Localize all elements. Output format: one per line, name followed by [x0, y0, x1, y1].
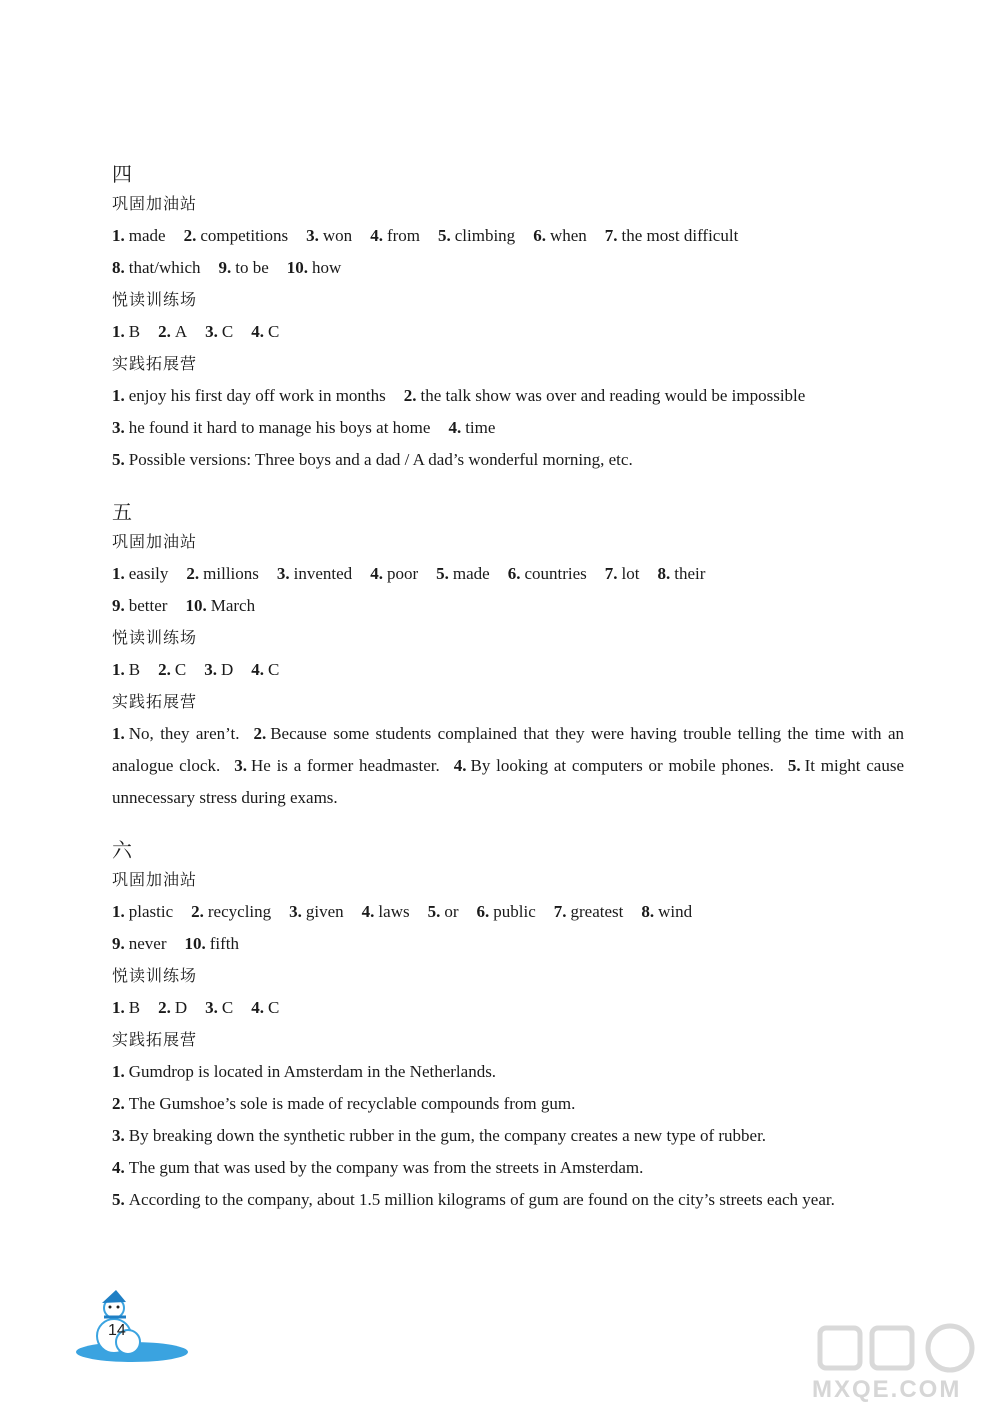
answer-number: 3.	[289, 902, 302, 921]
answer-number: 5.	[112, 450, 125, 469]
answer-number: 8.	[641, 902, 655, 921]
answer-number: 1.	[112, 902, 125, 921]
answer-text: given	[305, 902, 344, 921]
subsection-label: 实践拓展营	[112, 692, 198, 711]
answer-text: he found it hard to manage his boys at home	[128, 418, 431, 437]
answer-text: March	[210, 596, 256, 615]
answer-text: to be	[235, 258, 269, 277]
answer-item	[184, 220, 289, 252]
answer-number: 4.	[251, 660, 264, 679]
answer-item	[204, 654, 233, 686]
answer-number: 4.	[112, 1158, 125, 1177]
answer-item	[112, 992, 140, 1024]
answer-text: never	[128, 934, 167, 953]
answer-item	[112, 412, 430, 444]
answer-number: 10.	[185, 596, 207, 615]
answer-text: The gum that was used by the company was from the streets in Amsterdam.	[128, 1158, 644, 1177]
answer-text: their	[674, 564, 706, 583]
answer-number: 1.	[112, 660, 125, 679]
subsection-label: 实践拓展营	[112, 1030, 198, 1049]
answer-item	[251, 992, 279, 1024]
answer-text: lot	[621, 564, 640, 583]
answer-number: 2.	[158, 998, 171, 1017]
answer-row	[112, 412, 904, 444]
answer-number: 10.	[286, 258, 309, 277]
answer-number: 2.	[112, 1094, 125, 1113]
answer-number: 1.	[112, 1062, 125, 1081]
answer-item	[185, 590, 255, 622]
answer-number: 1.	[112, 564, 125, 583]
answer-text: He is a former headmaster.	[250, 756, 440, 775]
answer-text: made	[128, 226, 166, 245]
answer-item	[554, 896, 624, 928]
answer-text: D	[174, 998, 188, 1017]
section-title: 六	[112, 838, 132, 862]
answer-number: 4.	[251, 322, 264, 341]
answer-text: laws	[378, 902, 410, 921]
answer-row	[112, 590, 904, 622]
answer-number: 6.	[533, 226, 546, 245]
answer-text: C	[221, 998, 234, 1017]
answer-number: 2.	[403, 386, 417, 405]
answer-number: 3.	[112, 418, 125, 437]
answer-text: recycling	[207, 902, 272, 921]
answer-number: 2.	[186, 564, 200, 583]
answer-text: won	[322, 226, 353, 245]
answer-number: 4.	[361, 902, 375, 921]
answer-item	[112, 896, 173, 928]
answer-item	[370, 558, 418, 590]
answer-item	[219, 252, 269, 284]
answer-text: According to the company, about 1.5 million kilograms of gum are found on the city’s streets each year.	[128, 1190, 835, 1209]
answer-number: 3.	[205, 998, 218, 1017]
answer-number: 5.	[427, 902, 441, 921]
answer-number: 6.	[507, 564, 521, 583]
answer-line	[112, 1088, 904, 1120]
snowman-decoration	[74, 1284, 190, 1364]
answer-item	[158, 654, 186, 686]
answer-text: when	[549, 226, 587, 245]
answer-text: No, they aren’t.	[128, 724, 240, 743]
answer-item	[436, 558, 490, 590]
answer-text: competitions	[200, 226, 289, 245]
answer-number: 4.	[448, 418, 462, 437]
subsection-label: 悦读训练场	[112, 966, 198, 985]
answer-number: 9.	[112, 934, 125, 953]
answer-text: wind	[658, 902, 693, 921]
answer-text: time	[465, 418, 496, 437]
answer-number: 7.	[604, 564, 618, 583]
answer-number: 3.	[112, 1126, 125, 1145]
answer-item	[112, 590, 167, 622]
answer-text: the talk show was over and reading would be impossible	[420, 386, 806, 405]
answer-number: 8.	[112, 258, 125, 277]
page-number: 14	[108, 1322, 126, 1339]
answer-number: 3.	[276, 564, 290, 583]
answer-row	[112, 558, 904, 590]
answer-row	[112, 220, 904, 252]
section-gap	[112, 814, 904, 836]
answer-number: 5.	[787, 756, 801, 775]
subsection-label: 悦读训练场	[112, 290, 198, 309]
answer-text: poor	[386, 564, 419, 583]
answer-number: 9.	[112, 596, 125, 615]
answer-text: C	[267, 322, 280, 341]
answer-number: 4.	[370, 226, 383, 245]
answer-item	[112, 724, 239, 743]
answer-item	[112, 220, 166, 252]
answer-item	[112, 654, 140, 686]
answer-number: 6.	[476, 902, 490, 921]
answer-text: C	[221, 322, 234, 341]
answer-item	[404, 380, 806, 412]
answer-number: 3.	[234, 756, 247, 775]
answer-number: 1.	[112, 998, 125, 1017]
answer-item	[186, 558, 258, 590]
answer-row	[112, 928, 904, 960]
answer-item	[191, 896, 271, 928]
answer-item	[185, 928, 240, 960]
answer-item	[477, 896, 536, 928]
answer-text: The Gumshoe’s sole is made of recyclable compounds from gum.	[128, 1094, 576, 1113]
subsection-label: 巩固加油站	[112, 532, 198, 551]
answer-number: 4.	[453, 756, 467, 775]
answer-content	[112, 160, 904, 1216]
answer-item	[657, 558, 705, 590]
answer-text: By looking at computers or mobile phones.	[470, 756, 774, 775]
answer-text: how	[312, 258, 342, 277]
answer-number: 3.	[205, 322, 218, 341]
answer-number: 7.	[604, 226, 618, 245]
answer-number: 1.	[112, 322, 125, 341]
answer-item	[112, 316, 140, 348]
answer-text: It might cause unnecessary stress during exams.	[112, 756, 904, 807]
answer-text: Because some students complained that they were having trouble telling the time with an analogue clock.	[112, 724, 905, 775]
answer-text: Gumdrop is located in Amsterdam in the Netherlands.	[128, 1062, 497, 1081]
answer-item	[454, 756, 774, 775]
answer-text: that/which	[128, 258, 201, 277]
answer-row	[112, 380, 904, 412]
answer-item	[287, 252, 342, 284]
answer-text: climbing	[454, 226, 516, 245]
answer-text: or	[444, 902, 459, 921]
answer-number: 5.	[112, 1190, 125, 1209]
subsection-label: 巩固加油站	[112, 194, 198, 213]
answer-paragraph	[112, 718, 904, 814]
answer-number: 1.	[112, 386, 125, 405]
answer-number: 1.	[112, 724, 125, 743]
answer-row	[112, 896, 904, 928]
answer-text: enjoy his first day off work in months	[128, 386, 386, 405]
answer-row	[112, 316, 904, 348]
section-title: 四	[112, 162, 132, 186]
answer-item	[438, 220, 515, 252]
section-gap	[112, 476, 904, 498]
answer-text: better	[128, 596, 168, 615]
answer-number: 4.	[370, 564, 383, 583]
answer-item	[112, 444, 633, 476]
answer-number: 3.	[306, 226, 319, 245]
answer-item	[428, 896, 459, 928]
answer-text: A	[174, 322, 188, 341]
answer-item	[112, 252, 201, 284]
answer-item	[277, 558, 352, 590]
answer-number: 4.	[251, 998, 264, 1017]
answer-text: millions	[203, 564, 259, 583]
answer-number: 5.	[437, 226, 451, 245]
answer-text: invented	[293, 564, 353, 583]
answer-item	[158, 316, 187, 348]
answer-row	[112, 252, 904, 284]
answer-item	[158, 992, 187, 1024]
answer-text: B	[128, 322, 141, 341]
answer-text: B	[128, 998, 141, 1017]
answer-item	[112, 558, 168, 590]
answer-text: C	[267, 998, 280, 1017]
answer-number: 2.	[253, 724, 267, 743]
answer-text: Possible versions: Three boys and a dad / A dad’s wonderful morning, etc.	[128, 450, 633, 469]
answer-row	[112, 444, 904, 476]
subsection-label: 悦读训练场	[112, 628, 198, 647]
watermark-text: MXQE.COM	[812, 1376, 962, 1403]
answer-number: 2.	[183, 226, 197, 245]
answer-item	[205, 316, 233, 348]
answer-text: By breaking down the synthetic rubber in the gum, the company creates a new type of rubber.	[128, 1126, 767, 1145]
answer-item	[205, 992, 233, 1024]
answer-text: fifth	[209, 934, 240, 953]
answer-row	[112, 654, 904, 686]
answer-text: the most difficult	[621, 226, 739, 245]
answer-line	[112, 1056, 904, 1088]
answer-row	[112, 992, 904, 1024]
answer-text: B	[128, 660, 141, 679]
answer-text: made	[452, 564, 490, 583]
subsection-label: 巩固加油站	[112, 870, 198, 889]
answer-number: 2.	[158, 660, 171, 679]
answer-text: plastic	[128, 902, 174, 921]
answer-item	[362, 896, 410, 928]
answer-item	[251, 316, 279, 348]
answer-item	[234, 756, 440, 775]
subsection-label: 实践拓展营	[112, 354, 198, 373]
answer-number: 1.	[112, 226, 125, 245]
answer-number: 8.	[657, 564, 671, 583]
answer-item	[641, 896, 692, 928]
answer-text: D	[220, 660, 234, 679]
answer-item	[605, 558, 640, 590]
section-title: 五	[112, 500, 132, 524]
answer-number: 2.	[191, 902, 204, 921]
answer-text: countries	[524, 564, 587, 583]
answer-item	[533, 220, 587, 252]
answer-item	[448, 412, 495, 444]
answer-item	[112, 380, 386, 412]
answer-line	[112, 1120, 904, 1152]
answer-text: C	[174, 660, 187, 679]
answer-number: 2.	[158, 322, 171, 341]
answer-number: 10.	[184, 934, 206, 953]
answer-item	[370, 220, 420, 252]
answer-text: public	[493, 902, 536, 921]
answer-number: 9.	[218, 258, 232, 277]
answer-line	[112, 1152, 904, 1184]
answer-number: 3.	[204, 660, 217, 679]
answer-number: 7.	[553, 902, 567, 921]
answer-text: greatest	[570, 902, 624, 921]
answer-text: C	[267, 660, 280, 679]
answer-item	[112, 928, 167, 960]
answer-item	[605, 220, 739, 252]
answer-line	[112, 1184, 904, 1216]
answer-text: easily	[128, 564, 169, 583]
answer-item	[289, 896, 344, 928]
answer-item	[508, 558, 587, 590]
answer-number: 5.	[436, 564, 449, 583]
answer-item	[251, 654, 279, 686]
answer-text: from	[386, 226, 420, 245]
answer-item	[306, 220, 352, 252]
